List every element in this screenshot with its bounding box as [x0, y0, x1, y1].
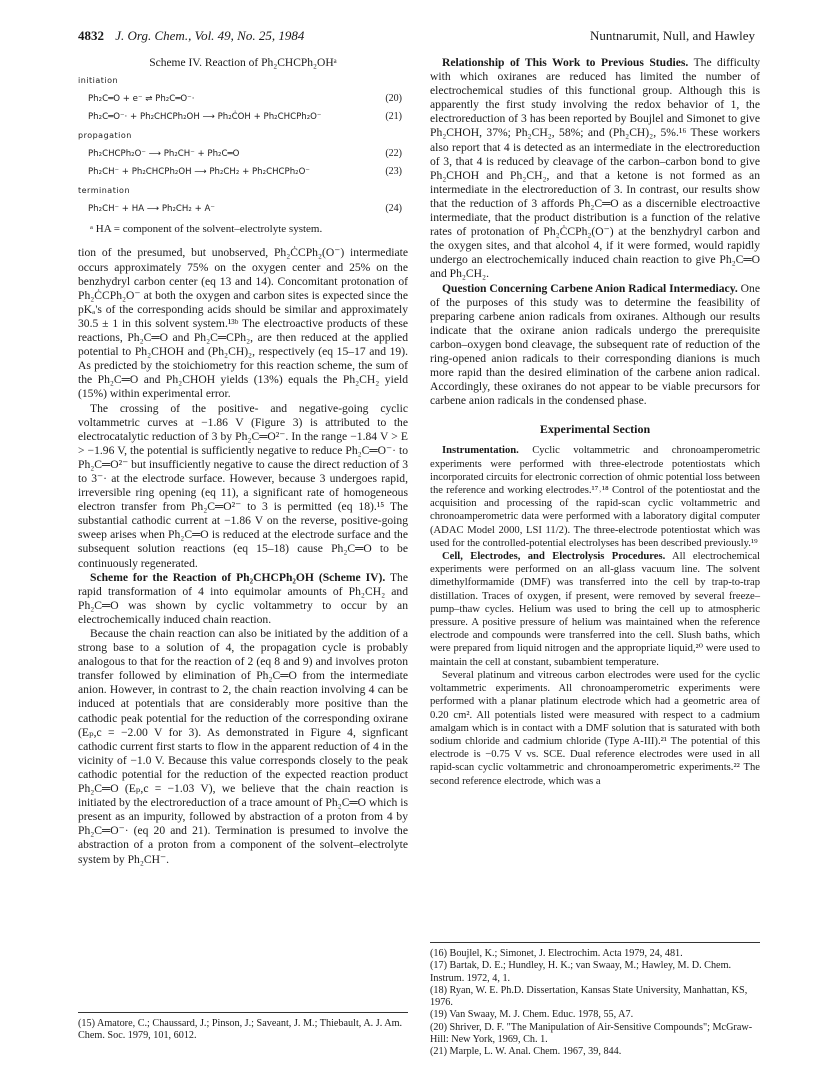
- equation-number: (24): [385, 203, 402, 215]
- journal-citation: J. Org. Chem., Vol. 49, No. 25, 1984: [115, 28, 305, 43]
- footnote: (18) Ryan, W. E. Ph.D. Dissertation, Kansas State University, Manhattan, KS, 1976.: [430, 984, 748, 1009]
- equation-24: [78, 200, 408, 218]
- equation-text: Ph₂C═O + e⁻ ⇌ Ph₂C═O⁻·: [88, 94, 195, 105]
- section-run-in-heading: Question Concerning Carbene Anion Radical Intermediacy.: [442, 281, 738, 295]
- scheme-footnote: ᵃ HA = component of the solvent–electrolyte system.: [90, 223, 323, 236]
- equation-number: (23): [385, 166, 402, 178]
- body-paragraph: The crossing of the positive- and negative-going cyclic voltammetric curves at −1.86 V (Figure 3) is attributed to the electrocatalytic reduction of 3 by Ph₂C═O²⁻. In the range −1.84 V > E > −1.96 V, the potential is sufficiently negative to reduce Ph₂C═O⁻· to Ph₂C═O²⁻ but insufficiently negative to cause the direct reduction of 3 to 3⁻· at the electrode surface. However, because 3 undergoes rapid, irreversible ring opening (eq 11), a significant rate of homogeneous electron transfer from Ph₂C═O²⁻ to 3 is permitted (eq 18).¹⁵ The substantial cathodic current at −1.86 V on the reverse, positive-going sweep arises when Ph₂C═O is reduced at the electrode surface and the subsequent solution reactions (eq 15–18) cause Ph₂C═O to be continuously regenerated.: [78, 401, 408, 570]
- left-footnotes: [78, 1012, 408, 1043]
- body-paragraph: tion of the presumed, but unobserved, Ph₂ĊCPh₂(O⁻) intermediate occurs approximately 75% on the oxygen center and 25% on the benzhydryl carbon center (eq 13 and 14). Concomitant protonation of Ph₂ĊCPh₂O⁻ at both the oxygen and carbon sites is expected since the pKₐ's of the corresponding acids should be similar and approximately 30.5 ± 1 in this solvent system.¹³ᵇ The electroactive products of these reactions, Ph₂C═O and Ph₂C═CPh₂, are then reduced at the applied potential to Ph₂CHOH and (Ph₂CH)₂, respectively (eq 15–17 and 19). As predicted by the stoichiometry for this reaction scheme, the sum of the Ph₂C═O and Ph₂CHOH yields (13%) equals the Ph₂CH₂ yield (15%) within experimental error.: [78, 246, 408, 401]
- scheme-label-termination: termination: [78, 186, 131, 196]
- body-paragraph: [430, 444, 760, 550]
- equation-22: [78, 145, 408, 163]
- section-run-in-heading: Relationship of This Work to Previous Studies.: [442, 56, 689, 69]
- body-paragraph: Because the chain reaction can also be initiated by the addition of a strong base to a solution of 4, the propagation cycle is probably analogous to that for the reaction of 2 (eq 8 and 9) and involves proton transfer followed by elimination of Ph₂C═O from the intermediate anion. However, in contrast to 2, the chain reaction involving 4 can be induced at potentials that are considerably more positive than the cathodic peak potential for the reduction of the corresponding oxirane (Eₚ,c = −2.00 V for 3). As demonstrated in Figure 4, signficant cathodic current first starts to flow in the apparent reduction of 4 in the vicinity of −1.0 V. Because this value corresponds closely to the peak cathodic potential for the reduction of the expected reaction product Ph₂C═O (Eₚ,c = −1.03 V), we believe that the chain reaction is initiated by the electroreduction of a trace amount of Ph₂C═O which is present as an impurity, followed by abstraction of a proton from 4 by Ph₂C═O⁻· (eq 20 and 21). Termination is presumed to involve the abstraction of a proton from a component of the solvent–electrolyte system by Ph₂CH⁻.: [78, 627, 408, 866]
- footnote: (20) Shriver, D. F. "The Manipulation of Air-Sensitive Compounds"; McGraw-Hill: New York, 1969, Ch. 1.: [430, 1021, 753, 1046]
- experimental-section-title: Experimental Section: [539, 422, 651, 437]
- paragraph-text: The difficulty with which oxiranes are reduced has limited the number of electrochemical studies of this functional group. Although this is apparently the first study involving the redox behavior of 1, the electroreduction of 3 has been reported by Boujlel and Simonet to give Ph₂CHOH, 37%; Ph₂CH₂, 58%; and (Ph₂CH)₂, 5%.¹⁶ These workers also report that 4 is detected as an intermediate in the electroreduction of 3, that 4 is reduced by cleavage of the carbon–carbon bond to give Ph₂CHOH and Ph₂CH₂, and that a ketone is not formed as an intermediate in the electroreduction of 3. In contrast, our results show that the reduction of 3 affords Ph₂C═O as a discernible electroactive intermediate, that the product distribution is a function of the relative rates of protonation of Ph₂ĊCPh₂(O⁻) at the benzhydryl carbon and the oxygen sites, and that alcohol 4, if it were formed, would rapidly undergo an electrochemically induced chain reaction to give Ph₂C═O and Ph₂CH₂.: [430, 56, 760, 281]
- left-column: [78, 56, 408, 867]
- footnote: (21) Marple, L. W. Anal. Chem. 1967, 39, 844.: [430, 1046, 622, 1058]
- equation-number: (21): [385, 111, 402, 123]
- paragraph-text: Cyclic voltammetric and chronoamperometric experiments were performed with three-electrode potentiostats which incorporated circuits for electronic correction of ohmic potential loss between the reference and working electrodes.¹⁷˒¹⁸ Control of the potentiostat and the acquisition and processing of the rapid-scan cyclic voltammetric and chronoamperometric data were performed with a laboratory digital computer (ADAC Model 2000, LSI 11/2). The three-electrode potentiostat which was used for the controlled-potential electrolyses has been described previously.¹⁹: [430, 445, 760, 549]
- body-paragraph: [430, 56, 760, 282]
- running-header: [78, 28, 755, 46]
- footnote: (17) Bartak, D. E.; Hundley, H. K.; van Swaay, M.; Hawley, M. D. Chem. Instrum. 1972, 4, 1.: [430, 960, 732, 984]
- equation-number: (20): [385, 93, 402, 105]
- equation-text: Ph₂CH⁻ + Ph₂CHCPh₂OH ⟶ Ph₂CH₂ + Ph₂CHCPh₂O⁻: [88, 167, 310, 178]
- footnote: (16) Boujlel, K.; Simonet, J. Electrochim. Acta 1979, 24, 481.: [430, 948, 683, 959]
- paragraph-text: One of the purposes of this study was to determine the feasibility of preparing carbene anion radicals from oxiranes. Although our results indicate that the oxirane anion radicals undergo the prerequisite carbon–oxygen bond cleavage, the subsequent rate of reduction of the ring-opened anion radicals to their corresponding dianions is much more rapid than the desired elimination of the carbene anion radical. Accordingly, these oxiranes do not appear to be viable precursors for carbene anion radicals in the condensed phase.: [430, 281, 760, 408]
- scheme-title: Scheme IV. Reaction of Ph₂CHCPh₂OHᵃ: [149, 57, 337, 69]
- body-paragraph: Several platinum and vitreous carbon electrodes were used for the cyclic voltammetric experiments. All chronoamperometric experiments were performed with a planar platinum electrode which had a geometric area of 0.20 cm². All potentials listed were measured with respect to a cadmium amalgam which is in contact with a DMF solution that is saturated with both sodium chloride and cadmium chloride (Type A-III).²¹ The potential of this electrode is −0.75 V vs. SCE. Dual reference electrodes were used in all rapid-scan cyclic voltammetric and chronoamperometric experiments.²² The second reference electrode, which was a: [430, 669, 760, 787]
- paragraph-text: The rapid transformation of 4 into equimolar amounts of Ph₂CH₂ and Ph₂C═O was shown by cyclic voltammetry to occur by an electrochemically induced chain reaction.: [78, 570, 408, 626]
- paragraph-text: All electrochemical experiments were performed on an all-glass vacuum line. The solvent dimethylformamide (DMF) was transferred into the cell by trap-to-trap distillation. Traces of oxygen, if present, were removed by several freeze–pump–thaw cycles. Helium was used to bring the cell up to atmospheric pressure. A positive pressure of helium was maintained when the reference electrode and compounds were transferred into the cell. Slush baths, which were prepared from liquid nitrogen and the appropriate liquid,²⁰ were used to maintain the cell at constant, subambient temperature.: [430, 551, 760, 668]
- scheme-label-propagation: propagation: [78, 131, 132, 141]
- right-footnotes: [430, 942, 760, 1059]
- right-column: [430, 56, 760, 788]
- scheme-label-initiation: initiation: [78, 76, 119, 86]
- section-run-in-heading: Instrumentation.: [442, 445, 519, 457]
- equation-20: [78, 90, 408, 108]
- body-paragraph: [430, 282, 760, 409]
- body-paragraph: [430, 550, 760, 669]
- section-run-in-heading: Scheme for the Reaction of Ph₂CHCPh₂OH (Scheme IV).: [90, 570, 386, 584]
- footnote: (19) Van Swaay, M. J. Chem. Educ. 1978, 55, A7.: [430, 1009, 634, 1021]
- header-left: [78, 28, 304, 44]
- equation-21: [78, 108, 408, 126]
- body-paragraph: [78, 571, 408, 627]
- equation-number: (22): [385, 148, 402, 160]
- header-authors: Nuntnarumit, Null, and Hawley: [590, 28, 755, 43]
- section-run-in-heading: Cell, Electrodes, and Electrolysis Procedures.: [442, 551, 666, 563]
- equation-text: Ph₂CH⁻ + HA ⟶ Ph₂CH₂ + A⁻: [88, 204, 215, 215]
- equation-text: Ph₂C═O⁻· + Ph₂CHCPh₂OH ⟶ Ph₂ĊOH + Ph₂CHCPh₂O⁻: [88, 112, 322, 123]
- equation-text: Ph₂CHCPh₂O⁻ ⟶ Ph₂CH⁻ + Ph₂C═O: [88, 149, 240, 160]
- scheme-iv: [78, 56, 408, 236]
- footnote: (15) Amatore, C.; Chaussard, J.; Pinson, J.; Saveant, J. M.; Thiebault, A. J. Am. Chem. Soc. 1979, 101, 6012.: [78, 1018, 403, 1042]
- page-number: 4832: [78, 28, 104, 43]
- equation-23: [78, 163, 408, 181]
